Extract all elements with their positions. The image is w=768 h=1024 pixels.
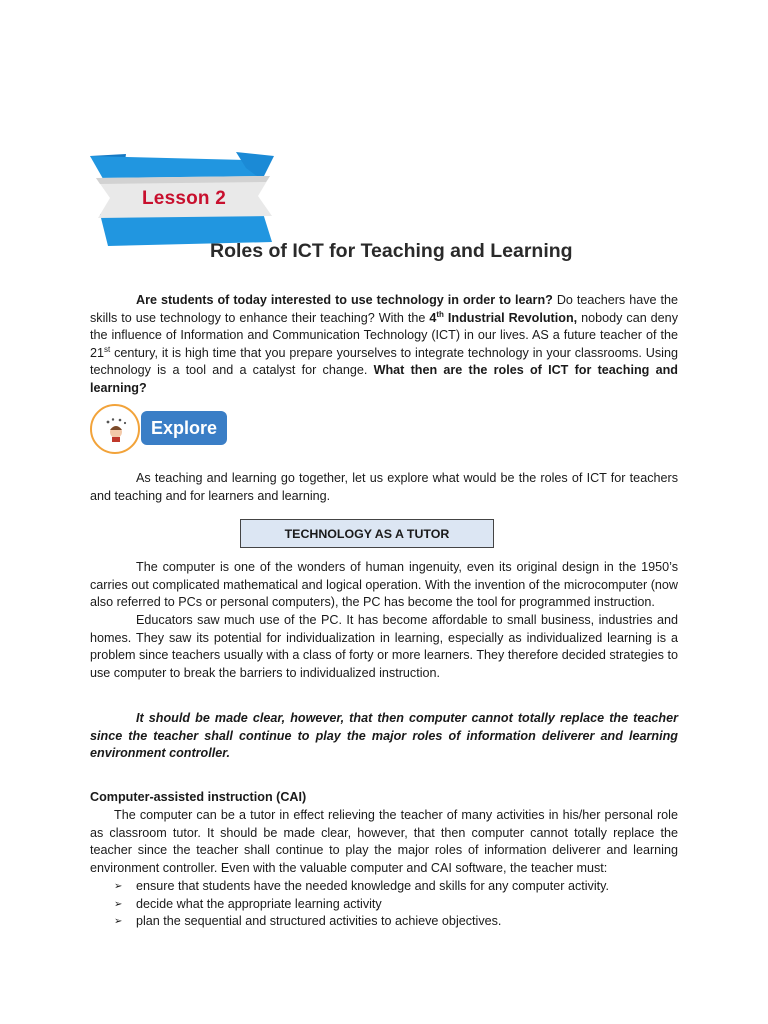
emphasis-paragraph: It should be made clear, however, that then computer cannot totally replace the teacher since the teacher shall continue to play the major roles of information deliverer and learning environment controller.	[90, 711, 678, 761]
lesson-banner	[86, 150, 276, 250]
lesson-label: Lesson 2	[142, 188, 226, 209]
arrow-bullet-icon: ➢	[114, 898, 123, 910]
explore-paragraph: As teaching and learning go together, let us explore what would be the roles of ICT for teachers and teaching and for learners and learning.	[90, 471, 678, 503]
list-item: ➢ decide what the appropriate learning activity	[90, 896, 678, 914]
tutor-paragraph-1: The computer is one of the wonders of human ingenuity, even its original design in the 1950’s carries out complicated mathematical and logical operation. With the invention of the microcomputer (now also referred to PCs or personal computers), the PC has become the tool for programmed instruction.	[90, 560, 678, 610]
tutor-paragraph-2: Educators saw much use of the PC. It has become affordable to small business, industries and homes. They saw its potential for individualization in learning, especially as individualized learning is a problem since teachers usually with a class of forty or more learners. They therefore decided strategies to use computer to break the barriers to individualized instruction.	[90, 613, 678, 680]
teacher-duties-list	[90, 878, 678, 931]
page-title: Roles of ICT for Teaching and Learning	[210, 240, 573, 262]
intro-closing-question: What then are the roles of ICT for teaching and learning?	[90, 363, 678, 395]
thinking-person-icon	[103, 417, 129, 443]
list-item: ➢ plan the sequential and structured activities to achieve objectives.	[90, 913, 678, 931]
cai-heading: Computer-assisted instruction (CAI)	[90, 790, 307, 804]
intro-paragraph: Are students of today interested to use technology in order to learn? Do teachers have the skills to use technology to enhance their teaching? With the 4th Industrial Revolution, nobody can deny the influence of Information and Communication Technology (ICT) in our lives. AS a future teacher of the 21st century, it is high time that you prepare yourselves to integrate technology in your classrooms. Using technology is a tool and a catalyst for change. What then are the roles of ICT for teaching and learning?	[90, 293, 678, 395]
list-item: ➢ ensure that students have the needed knowledge and skills for any computer activity.	[90, 878, 678, 896]
section-heading: TECHNOLOGY AS A TUTOR	[240, 519, 494, 548]
arrow-bullet-icon: ➢	[114, 916, 123, 928]
explore-label: Explore	[141, 411, 227, 445]
cai-paragraph: The computer can be a tutor in effect relieving the teacher of many activities in his/her personal role as classroom tutor. It should be made clear, however, that then computer cannot totally replace the teacher since the teacher shall continue to play the major roles of information deliverer and learning environment controller. Even with the valuable computer and CAI software, the teacher must:	[90, 808, 678, 875]
intro-question: Are students of today interested to use technology in order to learn?	[136, 293, 553, 307]
explore-badge-icon	[90, 404, 140, 454]
arrow-bullet-icon: ➢	[114, 881, 123, 892]
